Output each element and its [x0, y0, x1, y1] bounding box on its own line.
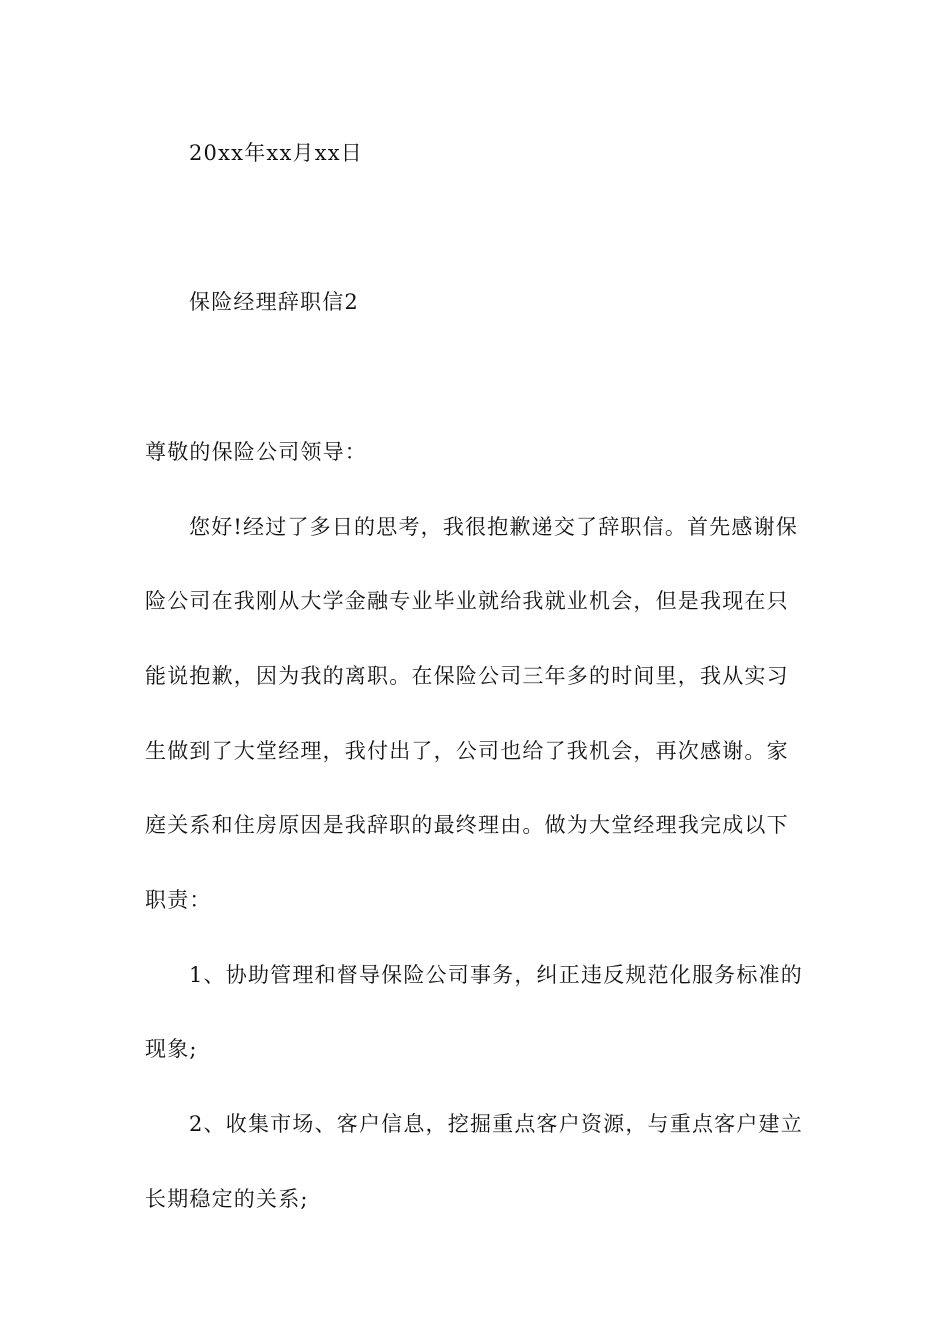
letter-date: 20xx年xx月xx日 [189, 141, 363, 165]
salutation: 尊敬的保险公司领导： [145, 440, 367, 464]
duty-item-1: 1、协助管理和督导保险公司事务，纠正违反规范化服务标准的 [189, 963, 803, 987]
body-line: 生做到了大堂经理，我付出了，公司也给了我机会，再次感谢。家 [145, 739, 789, 763]
body-line: 险公司在我刚从大学金融专业毕业就给我就业机会，但是我现在只 [145, 589, 789, 613]
body-line: 能说抱歉，因为我的离职。在保险公司三年多的时间里，我从实习 [145, 664, 789, 688]
duty-item-1-continuation: 现象; [145, 1037, 198, 1061]
duty-item-2: 2、收集市场、客户信息，挖掘重点客户资源，与重点客户建立 [189, 1112, 803, 1136]
body-line: 您好!经过了多日的思考，我很抱歉递交了辞职信。首先感谢保 [189, 515, 799, 539]
letter-title: 保险经理辞职信2 [189, 290, 359, 314]
body-line: 庭关系和住房原因是我辞职的最终理由。做为大堂经理我完成以下 [145, 813, 789, 837]
body-line: 职责： [145, 888, 212, 912]
duty-item-2-continuation: 长期稳定的关系; [145, 1187, 309, 1211]
